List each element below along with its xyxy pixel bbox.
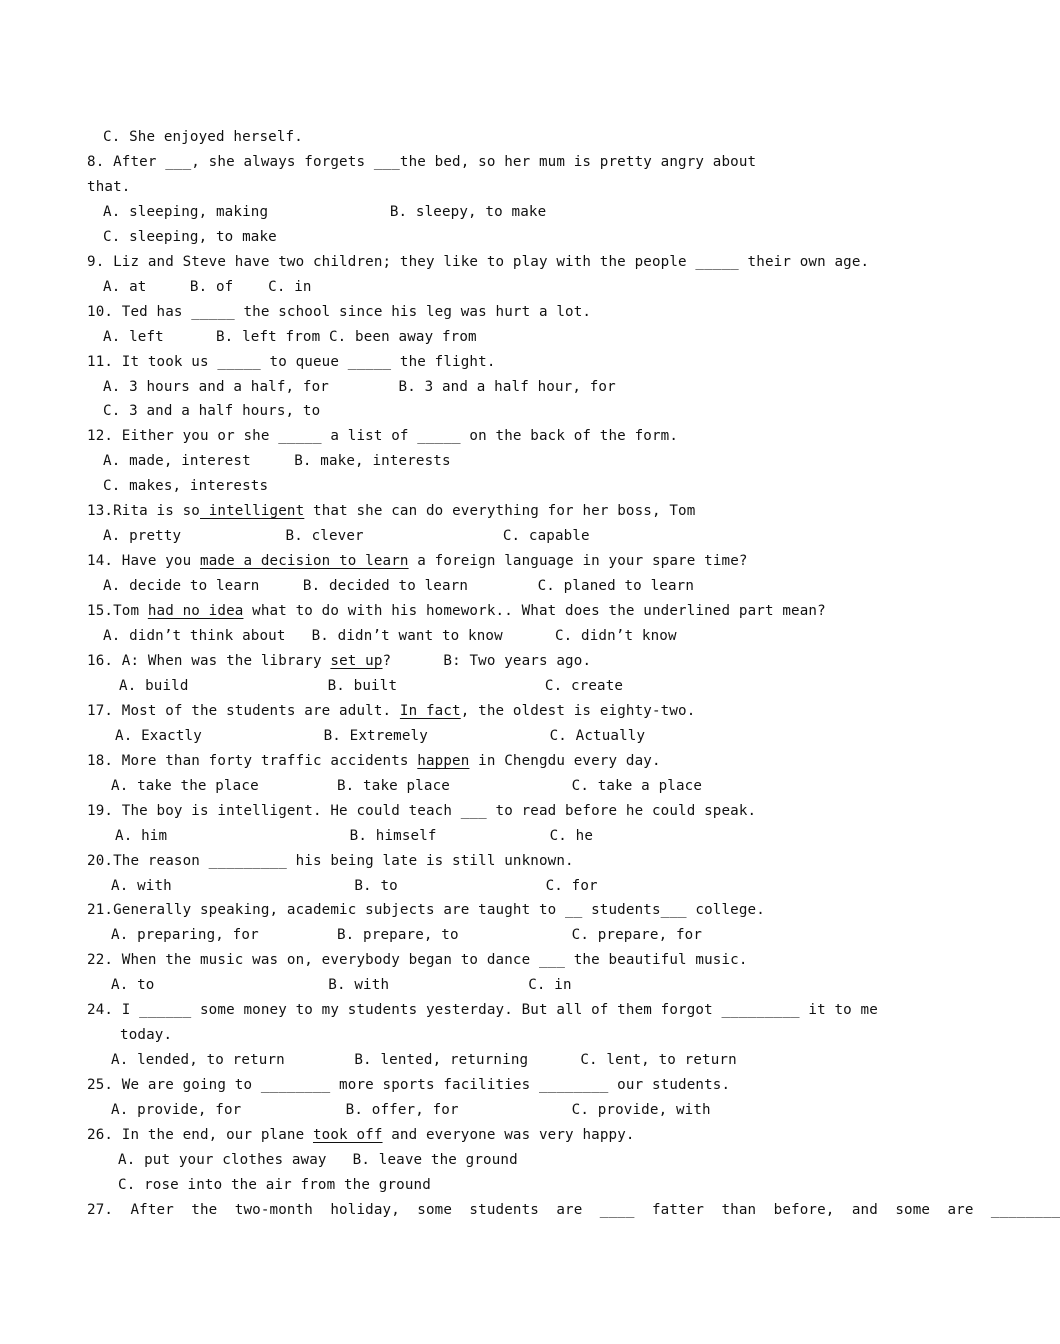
text-segment: , the oldest is eighty-two. (460, 703, 696, 719)
text-line (87, 153, 756, 171)
text-segment: C. She enjoyed herself. (103, 129, 303, 145)
text-segment: 19. The boy is intelligent. He could teach ___ to read before he could speak. (87, 803, 757, 819)
text-line (103, 527, 590, 545)
text-segment: A. decide to learn B. decided to learn C. planed to learn (103, 578, 695, 594)
text-segment: A. 3 hours and a half, for B. 3 and a half hour, for (103, 379, 616, 395)
text-line (87, 652, 591, 670)
text-segment: 22. When the music was on, everybody began to dance ___ the beautiful music. (87, 952, 748, 968)
text-line (87, 702, 695, 720)
text-line (118, 1176, 431, 1194)
text-segment: A. sleeping, making B. sleepy, to make (103, 204, 547, 220)
text-segment: a foreign language in your spare time? (408, 553, 748, 569)
text-line (111, 1101, 711, 1119)
text-segment: A. preparing, for B. prepare, to C. prepare, for (111, 927, 703, 943)
text-line (87, 303, 591, 321)
underlined-phrase: took off (312, 1127, 383, 1143)
text-line (118, 1151, 518, 1169)
text-segment: 21.Generally speaking, academic subjects are taught to __ students___ college. (87, 902, 765, 918)
text-line (87, 253, 869, 271)
text-segment: C. sleeping, to make (103, 229, 277, 245)
text-segment: A. left B. left from C. been away from (103, 329, 477, 345)
text-segment: A. build B. built C. create (119, 678, 624, 694)
text-segment: in Chengdu every day. (469, 753, 661, 769)
underlined-phrase: happen (417, 753, 470, 769)
text-line (87, 1201, 1060, 1219)
text-line (103, 452, 451, 470)
text-segment: ? B: Two years ago. (382, 653, 592, 669)
text-segment: C. rose into the air from the ground (118, 1177, 431, 1193)
text-segment: A. pretty B. clever C. capable (103, 528, 590, 544)
text-segment: 8. After ___, she always forgets ___the bed, so her mum is pretty angry about (87, 154, 757, 170)
text-segment: that. (87, 179, 131, 195)
text-line (103, 402, 320, 420)
text-segment: 12. Either you or she _____ a list of _____ on the back of the form. (87, 428, 679, 444)
text-line (103, 203, 546, 221)
text-line (87, 802, 756, 820)
text-segment: 9. Liz and Steve have two children; they like to play with the people _____ their own age. (87, 254, 870, 270)
text-segment: C. 3 and a half hours, to (103, 403, 321, 419)
text-segment: A. didn’t think about B. didn’t want to know C. didn’t know (103, 628, 677, 644)
text-segment: A. at B. of C. in (103, 279, 312, 295)
text-segment: 14. Have you (87, 553, 200, 569)
text-segment: 20.The reason _________ his being late is still unknown. (87, 853, 574, 869)
text-segment: C. makes, interests (103, 478, 269, 494)
text-line (103, 378, 616, 396)
text-line (111, 877, 598, 895)
text-segment: A. take the place B. take place C. take a place (111, 778, 703, 794)
text-line (87, 427, 678, 445)
text-line (111, 1051, 737, 1069)
text-segment: 18. More than forty traffic accidents (87, 753, 418, 769)
underlined-phrase: set up (330, 653, 383, 669)
text-line (103, 278, 312, 296)
text-line (87, 1126, 635, 1144)
text-segment: 10. Ted has _____ the school since his leg was hurt a lot. (87, 304, 592, 320)
text-segment: what to do with his homework.. What does the underlined part mean? (243, 603, 826, 619)
text-line (87, 178, 130, 196)
text-line (111, 976, 572, 994)
text-segment: A. him B. himself C. he (115, 828, 594, 844)
text-line (87, 552, 748, 570)
text-segment: 27. After the two-month holiday, some students are ____ fatter than before, and some are ________ (87, 1202, 1060, 1218)
text-segment: A. provide, for B. offer, for C. provide, with (111, 1102, 711, 1118)
text-line (87, 951, 748, 969)
underlined-phrase: intelligent (200, 503, 305, 519)
text-segment: 24. I ______ some money to my students yesterday. But all of them forgot _________ it to me (87, 1002, 878, 1018)
underlined-phrase: In fact (399, 703, 461, 719)
text-line (87, 502, 695, 520)
text-line (115, 827, 593, 845)
text-segment: A. made, interest B. make, interests (103, 453, 451, 469)
text-segment: 13.Rita is so (87, 503, 200, 519)
text-segment: A. to B. with C. in (111, 977, 572, 993)
text-line (120, 1026, 172, 1044)
text-line (87, 1001, 878, 1019)
text-line (111, 926, 702, 944)
underlined-phrase: had no idea (147, 603, 244, 619)
text-segment: A. Exactly B. Extremely C. Actually (115, 728, 646, 744)
underlined-phrase: made a decision to learn (200, 553, 409, 569)
text-line (111, 777, 702, 795)
text-segment: A. lended, to return B. lented, returning C. lent, to return (111, 1052, 737, 1068)
text-line (103, 577, 694, 595)
text-line (103, 128, 303, 146)
text-line (119, 677, 623, 695)
text-segment: 11. It took us _____ to queue _____ the flight. (87, 354, 496, 370)
text-segment: 16. A: When was the library (87, 653, 331, 669)
text-line (103, 627, 677, 645)
text-line (103, 328, 477, 346)
text-segment: that she can do everything for her boss, Tom (304, 503, 696, 519)
text-segment: today. (120, 1027, 173, 1043)
text-segment: 25. We are going to ________ more sports facilities ________ our students. (87, 1077, 731, 1093)
text-line (87, 901, 765, 919)
text-line (87, 1076, 730, 1094)
text-line (103, 228, 277, 246)
text-segment: A. with B. to C. for (111, 878, 598, 894)
text-segment: and everyone was very happy. (382, 1127, 635, 1143)
text-segment: 26. In the end, our plane (87, 1127, 313, 1143)
text-line (115, 727, 645, 745)
text-line (87, 852, 574, 870)
text-line (103, 477, 268, 495)
text-segment: 15.Tom (87, 603, 148, 619)
text-line (87, 353, 496, 371)
text-line (87, 602, 826, 620)
text-segment: A. put your clothes away B. leave the ground (118, 1152, 518, 1168)
text-segment: 17. Most of the students are adult. (87, 703, 400, 719)
text-line (87, 752, 661, 770)
